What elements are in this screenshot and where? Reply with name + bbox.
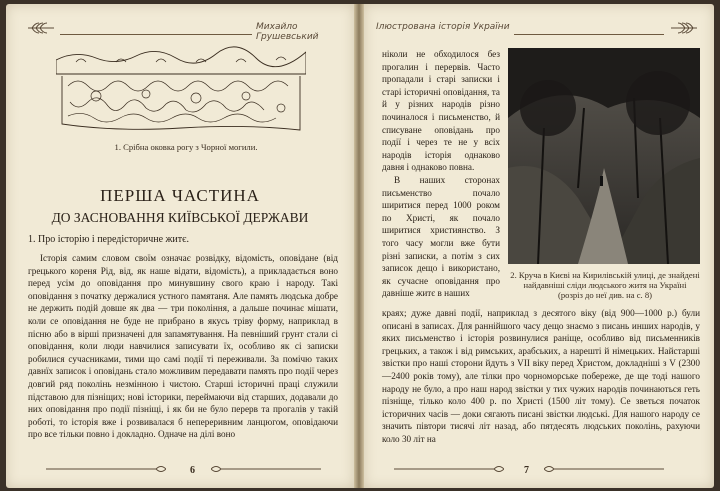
running-head-title: Ілюстрована історія України (376, 22, 510, 32)
main-text-right (382, 307, 700, 446)
figure-caption-2: 2. Круча в Києві на Кирилівській улиці, де знайдені найдавніші сліди людського житя на Україні (розріз до неї див. на с. 8) (510, 270, 700, 300)
part-title: ПЕРША ЧАСТИНА (100, 186, 260, 205)
running-head-author: Михайло Грушевський (256, 22, 319, 42)
paragraph: Історія самим словом своїм означає розвідку, відомість, оповідане (від грецького кореня Рід, від, як наше відати, відомість), а прикладається воно перед усім до оповідання про минувшину свого краю і народу. Такі оповідання з початку держалися устного памятаня. Але память людська добре не держить подій довше як два — три покоління, а дальше починає мішати, коли се оповідання не буде не прибрано в якусь тріву форму, наприклад в пісню або в вірші призначені для запамятування. На певніший грунт стали сі оповідання, коли люди навчилися записувати їх, особливо як сі записки робилися сучасниками, тими що самі події ті переживали. За помічю таких давнїх записок і оповідань стало можливим передавати память про події через довгий ряд поколінь незмінною і чистою. Старші історичні праці служили підставою для пізніщих; нові історики, переймаючи від старших, додавали до них оповідання про події пізніщі, і як би не було перерв та прогалів у такій роботі, то історія вже і розвивалася б непереривним ланцюгом, оповідаючи про все тільки повно і докладно. Одначе на ділі воно (28, 253, 338, 440)
book-gutter (354, 4, 364, 488)
section-heading: 1. Про історію і передісторичне житє. (28, 234, 189, 245)
wheat-sprig-icon (669, 20, 699, 36)
left-running-head (6, 14, 354, 42)
footer-flourish-left-icon (46, 464, 166, 474)
column-text (382, 48, 500, 300)
paragraph: краях; дуже давні події, наприклад з десятого віку (від 900—1000 р.) були описані в записах. Для раннійшого часу дещо знаємо з писань инших народів, у яких письменство і історія розвинулися раніще, особливо від письменників грецьких, а також і від римських, арабських, а нарешті й німецьких. Найстарші звістки про наші сторони йдуть з VII віку перед Христом, докладніші з V (2300—2400 років тому), але тілки про чорноморське побереже, де ще тоді нашого народу не було, а про наш народ звістки у тих чужих народів починаються геть пізніще, тілько коло 400 р. по Христі (1500 літ тому). Се зветься початок історичних часів — доки сягають писані звістки людські. Для нашого народу се значить півтори тисячі літ назад, або пятдесять людських поколінь, рахуючи коло 30 літ на (382, 308, 700, 444)
main-text-left (28, 252, 338, 441)
ornament-illustration (56, 46, 306, 132)
ravine-photo (508, 48, 700, 264)
header-rule (514, 34, 664, 35)
part-subtitle: ДО ЗАСНОВАННЯ КИЇВСЬКОЇ ДЕРЖАВИ (51, 210, 309, 225)
header-rule (60, 34, 252, 35)
right-page (364, 4, 714, 488)
page-number-right: 7 (524, 465, 529, 476)
footer-flourish-right-icon (544, 464, 664, 474)
left-page (6, 4, 354, 488)
footer-flourish-left-icon (394, 464, 504, 474)
paragraph: ніколи не обходилося без прогалин і перервів. Часто пропадали і старі записки і старі історичні оповідання, та й у різних народів різно починалося і письменство, й списуване оповідань про події і через те не у всіх народів історія однаково давня і однаково повна. (382, 49, 500, 173)
right-running-head (364, 14, 714, 42)
wheat-sprig-icon (26, 20, 56, 36)
footer-flourish-right-icon (211, 464, 321, 474)
paragraph: В наших сторонах письменство почало ширитися перед 1000 роком по Христі, як почало ширитися християнство. З того часу могли вже бути різні записки, а потім з сих записок дещо і використано, як сучасне оповідання про давніше житє в наших (382, 174, 500, 299)
figure-caption-1: 1. Срібна оковка рогу з Чорної могили. (114, 142, 258, 152)
page-number-left: 6 (190, 465, 195, 476)
